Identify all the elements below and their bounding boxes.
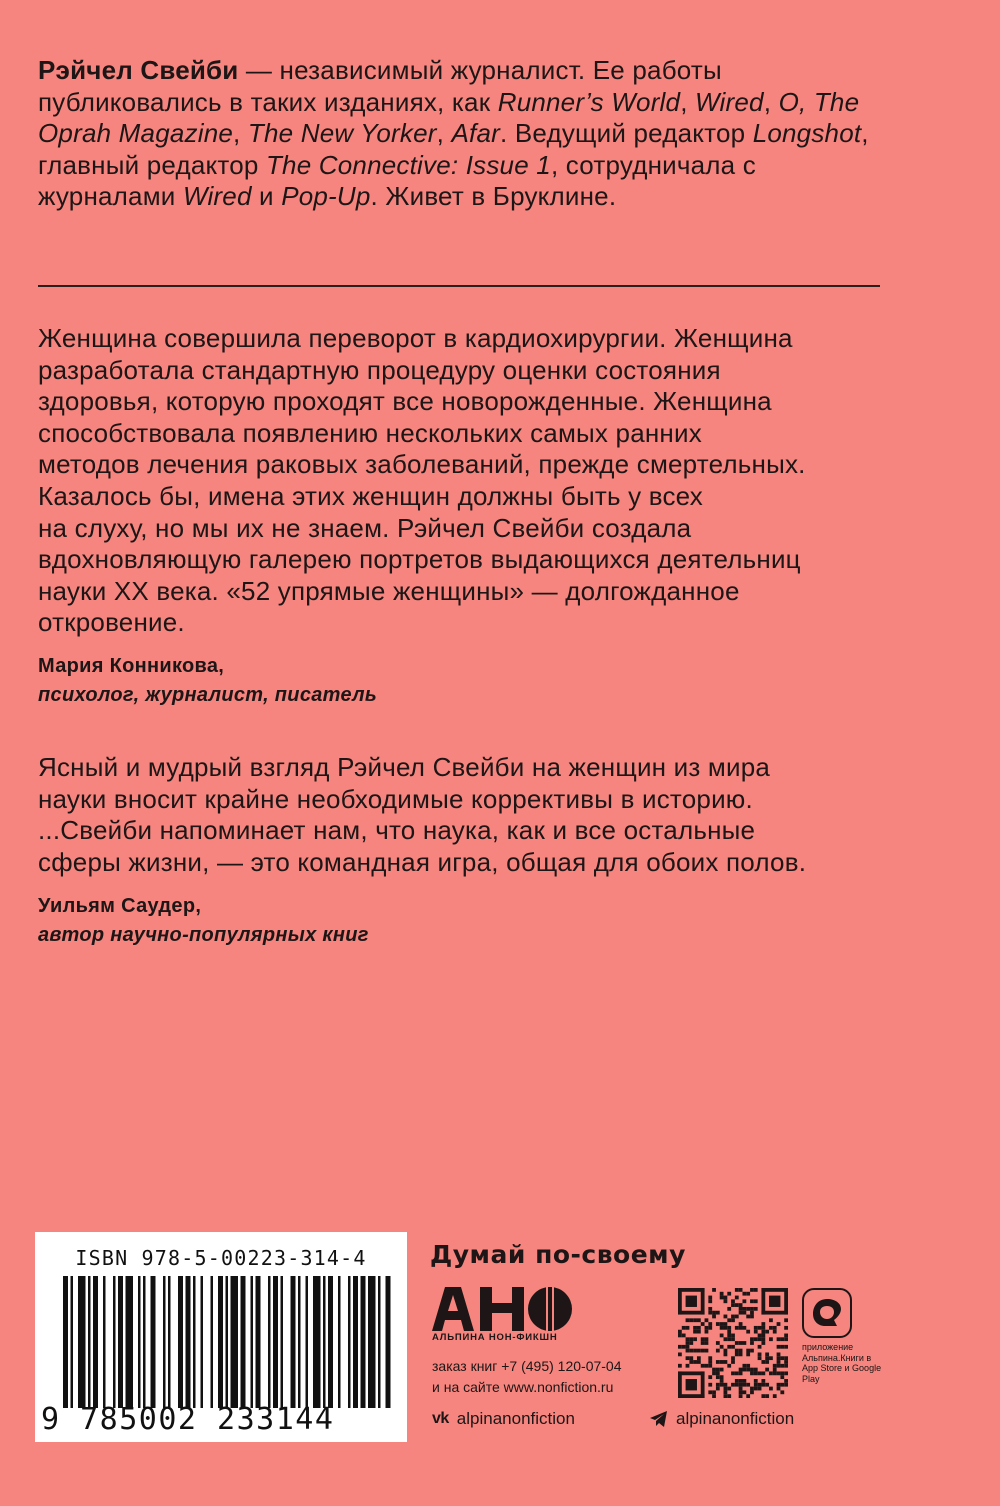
quote-line: ...Свейби напоминает нам, что наука, как и все остальные (38, 815, 756, 846)
isbn-label: ISBN 978-5-00223-314-4 (75, 1246, 367, 1270)
bio-text: , сотрудничала с журналами (38, 149, 756, 212)
quote-line: способствовала появлению нескольких самых ранних (38, 417, 702, 448)
telegram-handle: alpinanonfiction (676, 1409, 795, 1428)
review-quote-1 (38, 323, 888, 639)
quote-line: сферы жизни, — это командная игра, общая для обоих полов. (38, 846, 807, 877)
qr-code-icon (678, 1288, 788, 1398)
telegram-link[interactable] (650, 1409, 794, 1429)
quote-line: Ясный и мудрый взгляд Рэйчел Свейби на женщин из мира (38, 752, 771, 782)
divider (38, 285, 880, 287)
publication-title: Afar (451, 118, 500, 149)
quote-line: Женщина совершила переворот в кардиохирургии. Женщина (38, 323, 793, 353)
quote-line: на слуху, но мы их не знаем. Рэйчел Свейби создала (38, 512, 692, 543)
quote-line: методов лечения раковых заболеваний, прежде смертельных. (38, 449, 806, 480)
quote-line: вдохновляющую галерею портретов выдающихся деятельниц (38, 544, 801, 575)
author-bio (38, 55, 888, 213)
publication-title: Runner’s World (497, 86, 681, 117)
reviewer-name: Уильям Саудер, (38, 895, 202, 917)
bio-text: . Живет в Бруклине. (370, 181, 617, 212)
quote-line: науки вносит крайне необходимые коррективы в историю. (38, 783, 753, 814)
bio-text: . Ведущий редактор (499, 118, 753, 149)
quote-line: науки XX века. «52 упрямые женщины» — долгожданное (38, 575, 740, 606)
publisher-slogan: Думай по-своему (430, 1240, 686, 1269)
quote-line: здоровья, которую проходят все новорожденные. Женщина (38, 386, 772, 417)
bio-text: , (763, 86, 779, 117)
review-attribution-2 (38, 892, 738, 950)
bio-text: , (233, 118, 248, 149)
app-caption: приложение Альпина.Книги в App Store и Google Play (802, 1342, 882, 1384)
review-quote-2 (38, 752, 888, 878)
quote-line: разработала стандартную процедуру оценки состояния (38, 354, 721, 385)
quote-line: Казалось бы, имена этих женщин должны быть у всех (38, 480, 703, 511)
barcode-digits: 9 785002 233144 (41, 1402, 335, 1437)
review-attribution-1 (38, 652, 738, 710)
publisher-logo (432, 1287, 574, 1331)
reviewer-role: психолог, журналист, писатель (38, 684, 378, 706)
publication-title: Longshot (752, 118, 862, 149)
publication-title: The New Yorker (247, 118, 437, 149)
publication-title: Pop-Up (281, 181, 371, 212)
publication-title: The Connective: Issue 1 (265, 149, 551, 180)
order-phone: заказ книг +7 (495) 120-07-04 (432, 1358, 622, 1374)
publication-title: O, The Oprah Magazine (38, 86, 860, 149)
author-name: Рэйчел Свейби (38, 55, 239, 85)
barcode-panel (35, 1232, 407, 1442)
order-website: и на сайте www.nonfiction.ru (432, 1379, 614, 1395)
barcode-icon (63, 1276, 393, 1408)
order-info (432, 1356, 622, 1398)
telegram-icon (650, 1411, 668, 1427)
bio-text: , главный редактор (38, 118, 869, 180)
bio-text: — независимый журналист. Ее работы публиковались в таких изданиях, как (38, 55, 722, 117)
reviewer-name: Мария Конникова, (38, 655, 225, 677)
bio-text: , (436, 118, 452, 149)
reviewer-role: автор научно-популярных книг (38, 924, 369, 946)
publisher-name: АЛЬПИНА НОН-ФИКШН (432, 1332, 558, 1343)
publication-title: Wired (182, 181, 252, 212)
vk-handle: alpinanonfiction (456, 1409, 575, 1428)
bio-text: , (680, 86, 696, 117)
bio-text: и (251, 181, 282, 212)
app-icon (802, 1288, 852, 1338)
vk-icon: vk (432, 1410, 449, 1427)
quote-line: откровение. (38, 607, 185, 638)
vk-link[interactable] (432, 1409, 575, 1429)
publication-title: Wired (695, 86, 764, 117)
